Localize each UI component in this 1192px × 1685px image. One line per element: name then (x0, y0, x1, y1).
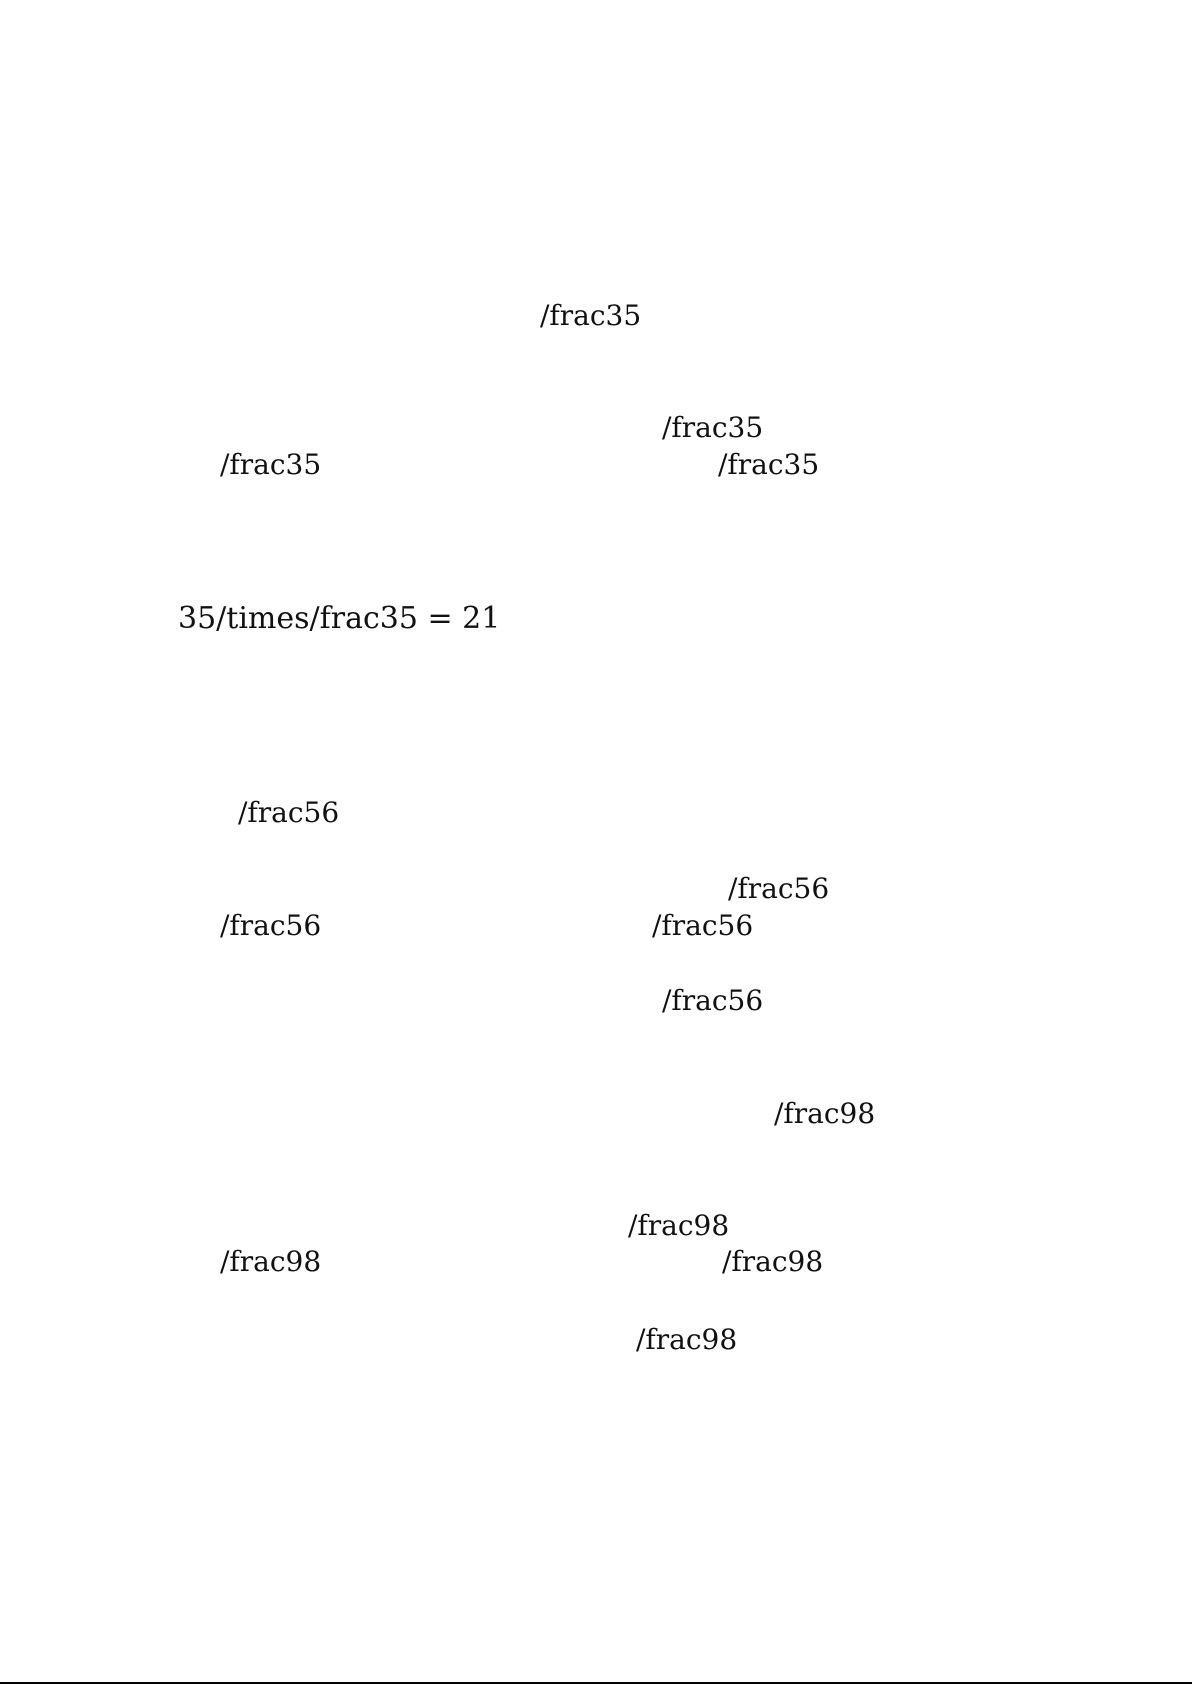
math-expression: /frac56 (238, 796, 340, 829)
math-expression: /frac98 (636, 1323, 738, 1356)
math-expression: /frac98 (220, 1245, 322, 1278)
math-expression: /frac35 (540, 299, 642, 332)
math-expression: /frac98 (774, 1097, 876, 1130)
math-expression: /frac56 (662, 984, 764, 1017)
math-expression: /frac35 (662, 411, 764, 444)
math-expression: /frac98 (628, 1209, 730, 1242)
math-expression: 35/times/frac35 = 21 (178, 601, 501, 636)
math-expression: /frac35 (220, 448, 322, 481)
math-expression: /frac98 (722, 1245, 824, 1278)
math-expression: /frac56 (728, 872, 830, 905)
page-bottom-rule (0, 1682, 1192, 1684)
math-expression: /frac56 (220, 909, 322, 942)
math-expression: /frac56 (652, 909, 754, 942)
math-expression: /frac35 (718, 448, 820, 481)
